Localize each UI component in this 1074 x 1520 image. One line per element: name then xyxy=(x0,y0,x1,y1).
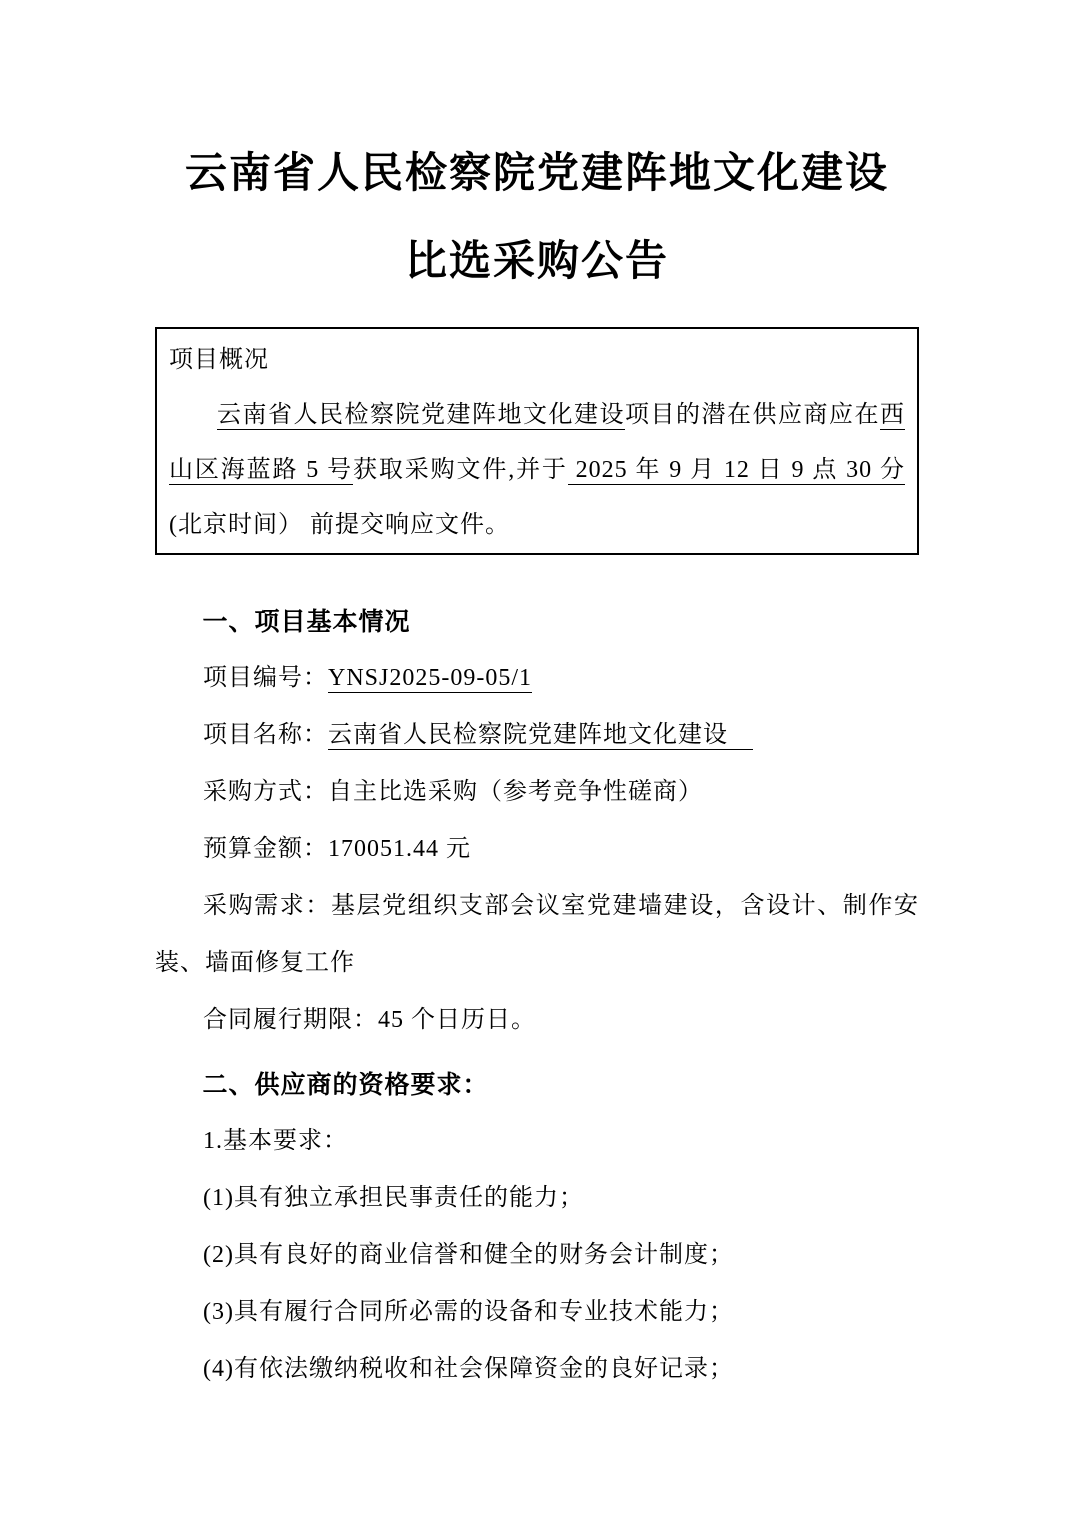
budget-row xyxy=(155,821,919,878)
requirement-label: 采购需求： xyxy=(203,893,331,919)
contract-period-label: 合同履行期限： xyxy=(203,1007,378,1033)
project-name-row xyxy=(155,707,919,764)
procurement-method-value: 自主比选采购（参考竞争性磋商） xyxy=(328,779,703,805)
document-title-line1: 云南省人民检察院党建阵地文化建设 xyxy=(184,151,889,197)
project-name-value: 云南省人民检察院党建阵地文化建设 xyxy=(328,722,753,748)
project-number-row xyxy=(155,650,919,707)
project-name-label: 项目名称： xyxy=(203,722,328,748)
budget-value: 170051.44 元 xyxy=(328,836,471,862)
contract-period-row xyxy=(155,992,919,1049)
procurement-method-label: 采购方式： xyxy=(203,779,328,805)
project-number-label: 项目编号： xyxy=(203,665,328,691)
overview-paragraph xyxy=(169,388,905,553)
budget-label: 预算金额： xyxy=(203,836,328,862)
qualification-basic-heading: 1.基本要求： xyxy=(203,1128,348,1154)
qualification-item-1: (1)具有独立承担民事责任的能力； xyxy=(203,1185,584,1211)
project-number-value: YNSJ2025-09-05/1 xyxy=(328,665,533,691)
qualification-item-2: (2)具有良好的商业信誉和健全的财务会计制度； xyxy=(203,1242,734,1268)
project-overview-box xyxy=(155,327,919,555)
overview-text-segment: (北京时间） 前提交响应文件。 xyxy=(169,512,510,538)
qualification-item-3: (3)具有履行合同所必需的设备和专业技术能力； xyxy=(203,1299,734,1325)
section2-heading: 二、供应商的资格要求： xyxy=(202,1071,489,1099)
section1-heading: 一、项目基本情况 xyxy=(202,608,411,636)
procurement-method-row xyxy=(155,764,919,821)
overview-text-segment: 获取采购文件,并于 xyxy=(352,457,568,483)
overview-heading: 项目概况 xyxy=(169,347,269,373)
document-title-line2: 比选采购公告 xyxy=(404,239,669,285)
overview-project-name: 云南省人民检察院党建阵地文化建设 xyxy=(217,402,625,428)
requirement-row xyxy=(155,878,919,992)
requirement-value: 基层党组织支部会议室党建墙建设，含设计、制作安装、墙面修复工作 xyxy=(155,893,920,976)
overview-address: 西山区海蓝路 5 号 xyxy=(169,402,905,483)
contract-period-value: 45 个日历日。 xyxy=(378,1007,536,1033)
qualification-item-4: (4)有依法缴纳税收和社会保障资金的良好记录； xyxy=(203,1356,734,1382)
overview-text-segment: 项目的潜在供应商应在 xyxy=(625,402,880,428)
overview-deadline: 2025 年 9 月 12 日 9 点 30 分 xyxy=(567,457,906,483)
